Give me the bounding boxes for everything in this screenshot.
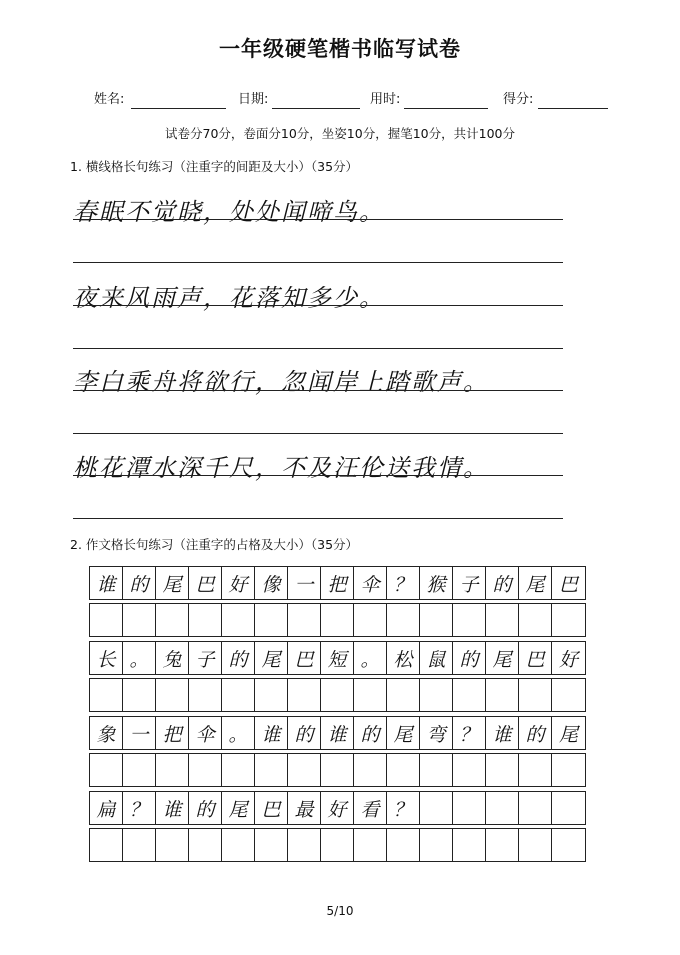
grid-text-row	[89, 641, 586, 675]
date-label: 日期:	[238, 92, 269, 107]
practice-cell[interactable]	[552, 754, 585, 786]
grid-cell: 猴	[420, 567, 453, 599]
grid-cell: 的	[189, 792, 222, 824]
grid-cell: 的	[222, 642, 255, 674]
grid-cell: 一	[123, 717, 156, 749]
practice-cell[interactable]	[189, 829, 222, 861]
grid-cell: 伞	[354, 567, 387, 599]
grid-cell: 子	[453, 567, 486, 599]
grid-practice-row[interactable]	[89, 828, 586, 862]
grid-cell: 一	[288, 567, 321, 599]
grid-cell: 好	[222, 567, 255, 599]
grid-cell: 兔	[156, 642, 189, 674]
grid-cell: 看	[354, 792, 387, 824]
grid-cell: 谁	[321, 717, 354, 749]
page-number: 5/10	[326, 904, 354, 918]
practice-cell[interactable]	[321, 829, 354, 861]
grid-cell: 尾	[255, 642, 288, 674]
practice-cell[interactable]	[552, 829, 585, 861]
practice-cell[interactable]	[453, 754, 486, 786]
grid-cell: 。	[222, 717, 255, 749]
grid-cell[interactable]	[486, 792, 519, 824]
practice-rule[interactable]	[73, 348, 563, 349]
practice-cell[interactable]	[321, 754, 354, 786]
grid-cell: 。	[123, 642, 156, 674]
practice-cell[interactable]	[486, 829, 519, 861]
practice-cell[interactable]	[156, 604, 189, 636]
practice-cell[interactable]	[453, 604, 486, 636]
practice-cell[interactable]	[156, 679, 189, 711]
practice-cell[interactable]	[222, 754, 255, 786]
grid-cell: 扁	[90, 792, 123, 824]
practice-cell[interactable]	[222, 604, 255, 636]
grid-cell: 尾	[222, 792, 255, 824]
practice-cell[interactable]	[453, 829, 486, 861]
grid-cell: 伞	[189, 717, 222, 749]
grid-cell: ？	[453, 717, 486, 749]
grid-cell: 尾	[558, 723, 578, 746]
practice-cell[interactable]	[354, 679, 387, 711]
practice-cell[interactable]	[387, 679, 420, 711]
time-field[interactable]	[404, 108, 488, 109]
grid-practice-row[interactable]	[89, 603, 586, 637]
handwriting-line: 夜来风雨声，花落知多少。	[73, 284, 385, 312]
practice-cell[interactable]	[354, 604, 387, 636]
grid-cell: 。	[354, 642, 387, 674]
writing-rule	[73, 390, 563, 391]
grid-cell: 把	[321, 567, 354, 599]
grid-cell: 尾	[519, 567, 552, 599]
grid-cell[interactable]	[552, 792, 585, 824]
section2-title: 2. 作文格长句练习（注重字的占格及大小）（35分）	[70, 537, 359, 552]
name-field[interactable]	[131, 108, 226, 109]
score-field[interactable]	[538, 108, 608, 109]
grid-cell: 长	[90, 642, 123, 674]
grid-cell: 谁	[156, 792, 189, 824]
practice-cell[interactable]	[90, 829, 123, 861]
practice-cell[interactable]	[387, 829, 420, 861]
practice-cell[interactable]	[552, 604, 585, 636]
practice-cell[interactable]	[486, 679, 519, 711]
practice-cell[interactable]	[189, 754, 222, 786]
practice-cell[interactable]	[321, 679, 354, 711]
practice-cell[interactable]	[387, 754, 420, 786]
practice-cell[interactable]	[123, 604, 156, 636]
grid-cell: 巴	[189, 567, 222, 599]
practice-cell[interactable]	[222, 829, 255, 861]
practice-rule[interactable]	[73, 518, 563, 519]
grid-cell: ？	[123, 792, 156, 824]
section1-title: 1. 横线格长句练习（注重字的间距及大小）（35分）	[70, 159, 359, 174]
grid-cell[interactable]	[453, 792, 486, 824]
grid-cell: 的	[453, 642, 486, 674]
grid-cell[interactable]	[420, 792, 453, 824]
grid-cell: 鼠	[420, 642, 453, 674]
time-label: 用时:	[370, 92, 401, 107]
handwriting-line: 李白乘舟将欲行，忽闻岸上踏歌声。	[73, 368, 489, 396]
handwriting-line: 桃花潭水深千尺，不及汪伦送我情。	[73, 454, 489, 482]
grid-cell: 弯	[420, 717, 453, 749]
practice-cell[interactable]	[354, 754, 387, 786]
grid-cell: 象	[90, 717, 123, 749]
practice-cell[interactable]	[519, 604, 552, 636]
practice-cell[interactable]	[519, 754, 552, 786]
practice-cell[interactable]	[255, 604, 288, 636]
grid-cell: 松	[387, 642, 420, 674]
practice-cell[interactable]	[255, 754, 288, 786]
grid-cell: ？	[387, 792, 420, 824]
grid-cell: 巴	[288, 642, 321, 674]
grid-cell: 巴	[558, 573, 578, 596]
grid-cell: 谁	[486, 717, 519, 749]
practice-cell[interactable]	[255, 679, 288, 711]
practice-cell[interactable]	[288, 754, 321, 786]
practice-cell[interactable]	[387, 604, 420, 636]
grid-text-row	[89, 716, 586, 750]
practice-cell[interactable]	[156, 829, 189, 861]
practice-cell[interactable]	[255, 829, 288, 861]
grid-cell: 谁	[90, 567, 123, 599]
practice-cell[interactable]	[288, 829, 321, 861]
practice-cell[interactable]	[288, 679, 321, 711]
date-field[interactable]	[272, 108, 360, 109]
practice-cell[interactable]	[486, 604, 519, 636]
practice-rule[interactable]	[73, 262, 563, 263]
grid-cell: 短	[321, 642, 354, 674]
practice-cell[interactable]	[420, 604, 453, 636]
grid-cell: 子	[189, 642, 222, 674]
practice-cell[interactable]	[90, 604, 123, 636]
grid-cell: 最	[288, 792, 321, 824]
score-label: 得分:	[503, 92, 534, 107]
practice-cell[interactable]	[420, 754, 453, 786]
grid-cell: 把	[156, 717, 189, 749]
handwriting-line: 春眠不觉晓，处处闻啼鸟。	[73, 198, 385, 226]
practice-cell[interactable]	[453, 679, 486, 711]
practice-cell[interactable]	[486, 754, 519, 786]
practice-cell[interactable]	[90, 679, 123, 711]
practice-cell[interactable]	[420, 829, 453, 861]
grid-cell: 像	[255, 567, 288, 599]
grid-cell: 的	[354, 717, 387, 749]
practice-cell[interactable]	[321, 604, 354, 636]
grid-cell[interactable]	[519, 792, 552, 824]
grid-cell: 好	[558, 648, 578, 671]
grid-cell: 的	[123, 567, 156, 599]
practice-cell[interactable]	[420, 679, 453, 711]
practice-cell[interactable]	[519, 829, 552, 861]
practice-cell[interactable]	[123, 679, 156, 711]
practice-cell[interactable]	[123, 754, 156, 786]
practice-rule[interactable]	[73, 433, 563, 434]
grid-cell: 的	[486, 567, 519, 599]
practice-cell[interactable]	[519, 679, 552, 711]
practice-cell[interactable]	[354, 829, 387, 861]
grid-cell: 尾	[486, 642, 519, 674]
practice-cell[interactable]	[288, 604, 321, 636]
practice-cell[interactable]	[189, 604, 222, 636]
practice-cell[interactable]	[90, 754, 123, 786]
practice-cell[interactable]	[156, 754, 189, 786]
grid-cell: 巴	[255, 792, 288, 824]
name-label: 姓名:	[94, 92, 125, 107]
grid-cell: 好	[321, 792, 354, 824]
page-title: 一年级硬笔楷书临写试卷	[219, 37, 461, 61]
grid-text-row	[89, 791, 586, 825]
grid-cell: 的	[288, 717, 321, 749]
grid-cell: 的	[519, 717, 552, 749]
writing-rule	[73, 219, 563, 220]
grid-cell: ？	[387, 567, 420, 599]
grid-cell: 尾	[387, 717, 420, 749]
grid-cell: 尾	[156, 567, 189, 599]
practice-cell[interactable]	[552, 679, 585, 711]
writing-rule	[73, 475, 563, 476]
score-note: 试卷分70分，卷面分10分，坐姿10分，握笔10分，共计100分	[165, 126, 515, 141]
grid-cell: 巴	[519, 642, 552, 674]
grid-practice-row[interactable]	[89, 753, 586, 787]
grid-practice-row[interactable]	[89, 678, 586, 712]
writing-rule	[73, 305, 563, 306]
practice-cell[interactable]	[123, 829, 156, 861]
grid-cell: 谁	[255, 717, 288, 749]
practice-cell[interactable]	[222, 679, 255, 711]
grid-text-row	[89, 566, 586, 600]
practice-cell[interactable]	[189, 679, 222, 711]
